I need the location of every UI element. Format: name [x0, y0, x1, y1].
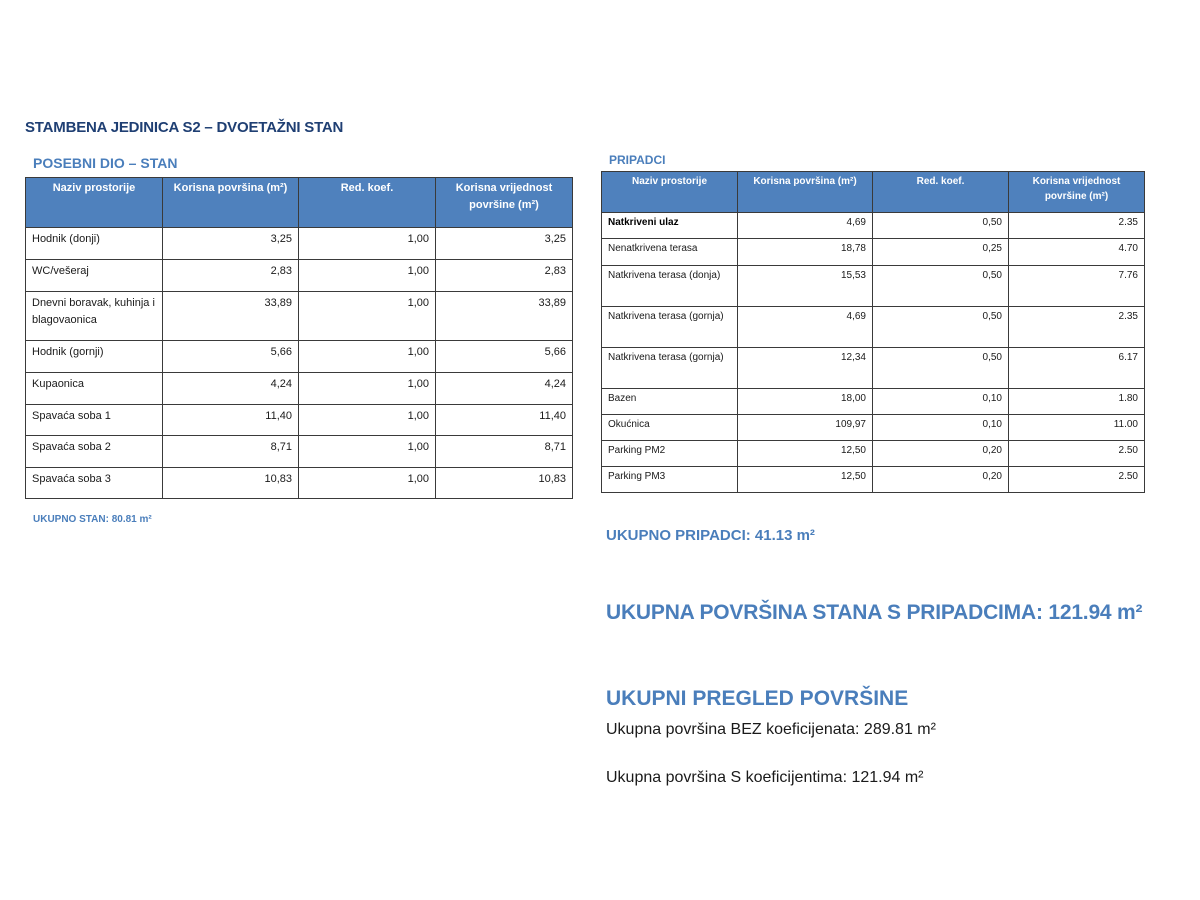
pripadci-table — [601, 171, 1145, 493]
cell-value: 10,83 — [436, 468, 573, 499]
pripadci-heading: PRIPADCI — [609, 153, 666, 167]
posebni-dio-heading: POSEBNI DIO – STAN — [33, 155, 178, 171]
cell-name: Hodnik (donji) — [26, 228, 163, 260]
total-with-coefficients: Ukupna površina S koeficijentima: 121.94 m² — [606, 769, 924, 786]
table-row — [26, 468, 573, 499]
cell-area: 33,89 — [163, 292, 299, 341]
cell-value: 2,83 — [436, 260, 573, 292]
table-row — [26, 341, 573, 373]
table-row — [602, 239, 1145, 266]
cell-coef: 1,00 — [299, 341, 436, 373]
cell-area: 10,83 — [163, 468, 299, 499]
cell-value: 5,66 — [436, 341, 573, 373]
table-row — [602, 266, 1145, 307]
column-header-area: Korisna površina (m²) — [738, 172, 873, 213]
cell-area: 15,53 — [738, 266, 873, 307]
total-pripadci: UKUPNO PRIPADCI: 41.13 m² — [606, 527, 815, 544]
cell-name: Hodnik (gornji) — [26, 341, 163, 373]
table-row — [602, 467, 1145, 493]
cell-value: 4,24 — [436, 373, 573, 405]
cell-area: 11,40 — [163, 405, 299, 436]
table-row — [602, 441, 1145, 467]
cell-coef: 1,00 — [299, 373, 436, 405]
cell-value: 7.76 — [1009, 266, 1145, 307]
table-row — [602, 348, 1145, 389]
cell-value: 11.00 — [1009, 415, 1145, 441]
cell-name: WC/vešeraj — [26, 260, 163, 292]
cell-value: 3,25 — [436, 228, 573, 260]
table-row — [602, 415, 1145, 441]
cell-coef: 0,50 — [873, 213, 1009, 239]
total-stan: UKUPNO STAN: 80.81 m² — [33, 514, 152, 525]
cell-area: 4,69 — [738, 307, 873, 348]
cell-area: 8,71 — [163, 436, 299, 468]
cell-value: 6.17 — [1009, 348, 1145, 389]
table-row — [602, 213, 1145, 239]
cell-area: 18,00 — [738, 389, 873, 415]
cell-value: 33,89 — [436, 292, 573, 341]
table-row — [602, 389, 1145, 415]
table-row — [26, 373, 573, 405]
table-row — [26, 228, 573, 260]
cell-coef: 0,25 — [873, 239, 1009, 266]
document-title: STAMBENA JEDINICA S2 – DVOETAŽNI STAN — [25, 119, 344, 136]
column-header-value: Korisna vrijednost površine (m²) — [436, 178, 573, 228]
column-header-coef: Red. koef. — [299, 178, 436, 228]
cell-name: Parking PM2 — [602, 441, 738, 467]
cell-coef: 0,50 — [873, 348, 1009, 389]
cell-name: Natkrivena terasa (gornja) — [602, 307, 738, 348]
cell-value: 4.70 — [1009, 239, 1145, 266]
cell-coef: 0,10 — [873, 389, 1009, 415]
cell-area: 12,34 — [738, 348, 873, 389]
cell-area: 18,78 — [738, 239, 873, 266]
table-row — [602, 307, 1145, 348]
cell-area: 12,50 — [738, 441, 873, 467]
cell-coef: 1,00 — [299, 228, 436, 260]
cell-value: 2.50 — [1009, 467, 1145, 493]
cell-name: Dnevni boravak, kuhinja i blagovaonica — [26, 292, 163, 341]
cell-coef: 0,50 — [873, 266, 1009, 307]
cell-value: 8,71 — [436, 436, 573, 468]
cell-name: Spavaća soba 2 — [26, 436, 163, 468]
cell-area: 109,97 — [738, 415, 873, 441]
cell-area: 4,69 — [738, 213, 873, 239]
cell-coef: 1,00 — [299, 292, 436, 341]
cell-value: 1.80 — [1009, 389, 1145, 415]
cell-name: Okućnica — [602, 415, 738, 441]
cell-name: Nenatkrivena terasa — [602, 239, 738, 266]
cell-name: Parking PM3 — [602, 467, 738, 493]
column-header-coef: Red. koef. — [873, 172, 1009, 213]
cell-name: Kupaonica — [26, 373, 163, 405]
cell-coef: 1,00 — [299, 405, 436, 436]
cell-name: Natkrivena terasa (gornja) — [602, 348, 738, 389]
column-header-area: Korisna površina (m²) — [163, 178, 299, 228]
table-header-row — [602, 172, 1145, 213]
overview-title: UKUPNI PREGLED POVRŠINE — [606, 687, 909, 710]
cell-coef: 0,50 — [873, 307, 1009, 348]
cell-name: Spavaća soba 3 — [26, 468, 163, 499]
cell-coef: 1,00 — [299, 260, 436, 292]
cell-coef: 0,20 — [873, 467, 1009, 493]
cell-area: 2,83 — [163, 260, 299, 292]
column-header-name: Naziv prostorije — [602, 172, 738, 213]
cell-coef: 1,00 — [299, 436, 436, 468]
table-row — [26, 260, 573, 292]
table-row — [26, 292, 573, 341]
cell-value: 11,40 — [436, 405, 573, 436]
total-with-pripadci: UKUPNA POVRŠINA STANA S PRIPADCIMA: 121.94 m² — [606, 601, 1143, 624]
cell-name: Bazen — [602, 389, 738, 415]
posebni-dio-table — [25, 177, 573, 499]
cell-area: 3,25 — [163, 228, 299, 260]
cell-value: 2.35 — [1009, 307, 1145, 348]
cell-area: 4,24 — [163, 373, 299, 405]
cell-name: Spavaća soba 1 — [26, 405, 163, 436]
total-without-coefficients: Ukupna površina BEZ koeficijenata: 289.81 m² — [606, 721, 936, 738]
cell-area: 5,66 — [163, 341, 299, 373]
cell-value: 2.35 — [1009, 213, 1145, 239]
cell-name: Natkrivena terasa (donja) — [602, 266, 738, 307]
cell-area: 12,50 — [738, 467, 873, 493]
table-row — [26, 436, 573, 468]
cell-coef: 0,20 — [873, 441, 1009, 467]
cell-value: 2.50 — [1009, 441, 1145, 467]
column-header-name: Naziv prostorije — [26, 178, 163, 228]
cell-coef: 1,00 — [299, 468, 436, 499]
cell-coef: 0,10 — [873, 415, 1009, 441]
column-header-value: Korisna vrijednost površine (m²) — [1009, 172, 1145, 213]
table-header-row — [26, 178, 573, 228]
cell-name: Natkriveni ulaz — [602, 213, 738, 239]
table-row — [26, 405, 573, 436]
